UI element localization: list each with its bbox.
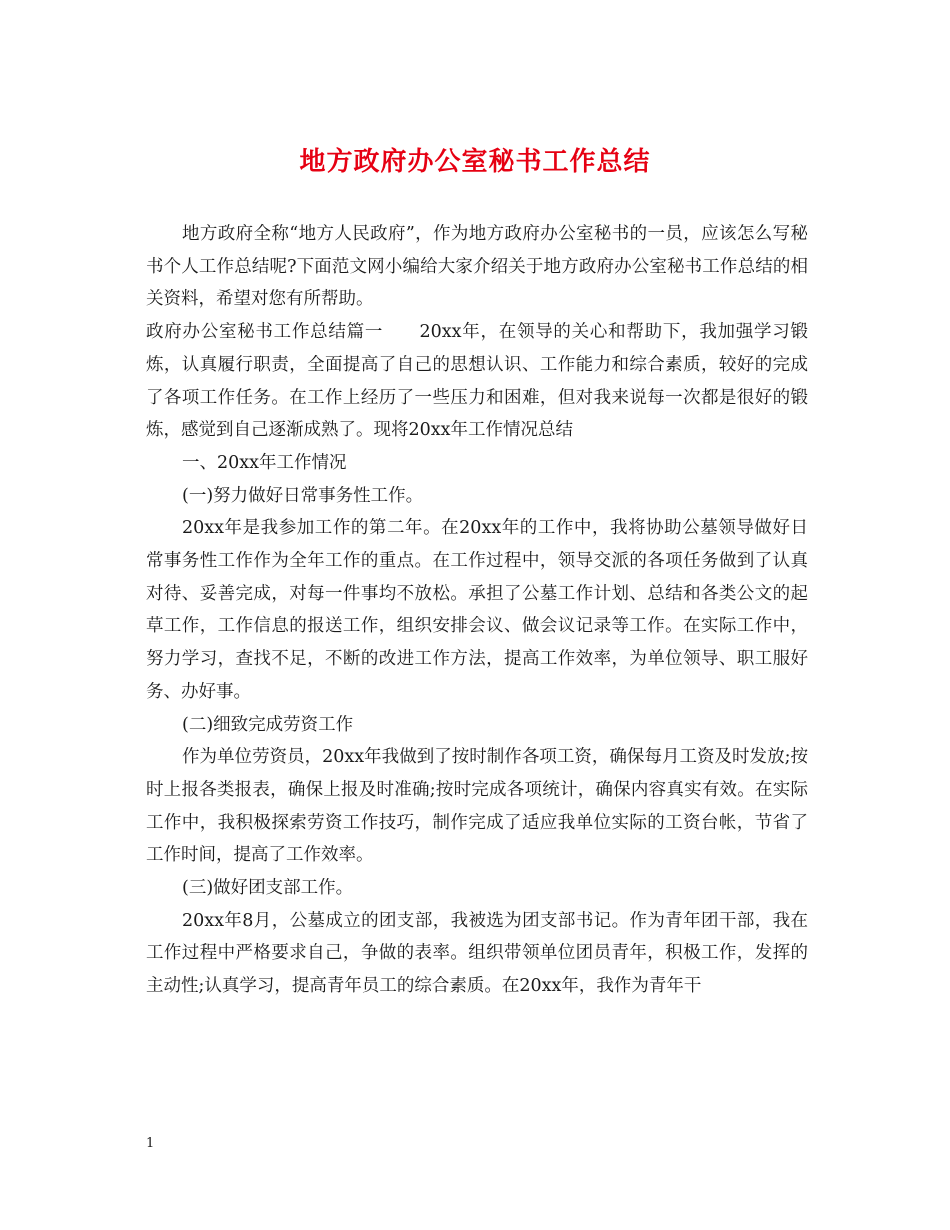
paragraph: 政府办公室秘书工作总结篇一 20xx年，在领导的关心和帮助下，我加强学习锻炼，认真履行职责，全面提高了自己的思想认识、工作能力和综合素质，较好的完成了各项工作任务。在工作上经历了一些压力和困难，但对我来说每一次都是很好的锻炼，感觉到自己逐渐成熟了。现将20xx年工作情况总结 xyxy=(146,322,808,441)
paragraph: 地方政府全称“地方人民政府”，作为地方政府办公室秘书的一员，应该怎么写秘书个人工作总结呢?下面范文网小编给大家介绍关于地方政府办公室秘书工作总结的相关资料，希望对您有所帮助。 xyxy=(146,224,808,310)
paragraph: (三)做好团支部工作。 xyxy=(182,878,354,899)
document-body xyxy=(146,218,808,1003)
page-number: 1 xyxy=(146,1136,155,1151)
paragraph: 作为单位劳资员，20xx年我做到了按时制作各项工资，确保每月工资及时发放;按时上报各类报表，确保上报及时准确;按时完成各项统计，确保内容真实有效。在实际工作中，我积极探索劳资工作技巧，制作完成了适应我单位实际的工资台帐，节省了工作时间，提高了工作效率。 xyxy=(146,747,808,866)
paragraph: 一、20xx年工作情况 xyxy=(182,452,347,473)
document-title: 地方政府办公室秘书工作总结 xyxy=(299,147,651,177)
paragraph: 20xx年是我参加工作的第二年。在20xx年的工作中，我将协助公墓领导做好日常事务性工作作为全年工作的重点。在工作过程中，领导交派的各项任务做到了认真对待、妥善完成，对每一件事均不放松。承担了公墓工作计划、总结和各类公文的起草工作，工作信息的报送工作，组织安排会议、做会议记录等工作。在实际工作中，努力学习，查找不足，不断的改进工作方法，提高工作效率，为单位领导、职工服好务、办好事。 xyxy=(146,518,808,702)
paragraph: (一)努力做好日常事务性工作。 xyxy=(182,485,424,506)
paragraph: 20xx年8月，公墓成立的团支部，我被选为团支部书记。作为青年团干部，我在工作过程中严格要求自己，争做的表率。组织带领单位团员青年，积极工作，发挥的主动性;认真学习，提高青年员工的综合素质。在20xx年，我作为青年干 xyxy=(146,910,808,997)
paragraph: (二)细致完成劳资工作 xyxy=(182,714,354,735)
